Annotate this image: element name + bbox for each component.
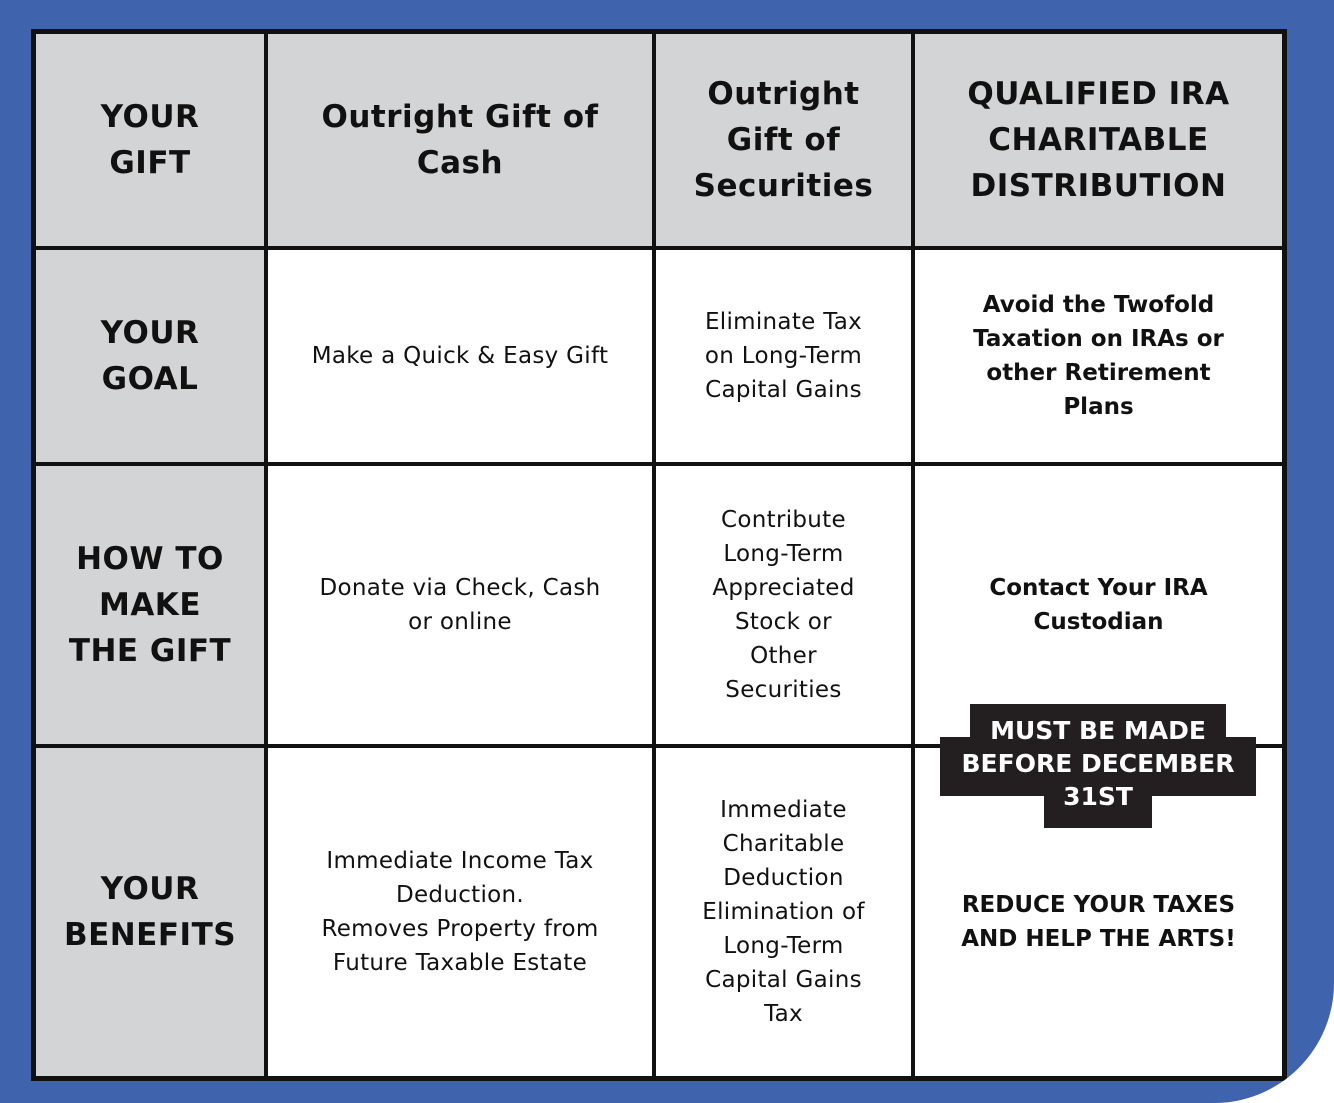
goal-securities-line3: Capital Gains [705, 377, 862, 403]
header-ira [915, 34, 1282, 250]
header-securities-line1: Outright [707, 76, 860, 112]
header-your-gift [36, 34, 268, 250]
benefits-ira-line2: AND HELP THE ARTS! [961, 926, 1236, 952]
header-ira-line3: DISTRIBUTION [970, 168, 1227, 204]
how-securities-line2: Long-Term [723, 541, 844, 567]
goal-ira-line2: Taxation on IRAs or [973, 326, 1224, 352]
goal-ira [915, 250, 1282, 466]
header-securities-line3: Securities [693, 168, 874, 204]
benefits-securities-line4: Elimination of [702, 899, 865, 925]
how-securities-line4: Stock or [735, 609, 832, 635]
benefits-cash-line2: Deduction. [395, 882, 525, 908]
how-cash-line1: Donate via Check, Cash [319, 575, 601, 601]
header-your-gift-line2: GIFT [109, 145, 191, 181]
goal-securities [656, 250, 915, 466]
how-securities-line5: Other [750, 643, 817, 669]
goal-securities-line2: on Long-Term [704, 343, 863, 369]
benefits-cash-line1: Immediate Income Tax [326, 848, 594, 874]
benefits-securities-line7: Tax [764, 1001, 803, 1027]
benefits-cash-line4: Future Taxable Estate [332, 950, 588, 976]
benefits-securities-line2: Charitable [722, 831, 845, 857]
row-label-benefits-line1: YOUR [100, 871, 200, 907]
benefits-ira-line1: REDUCE YOUR TAXES [961, 892, 1236, 918]
banner-line1: MUST BE MADE [990, 716, 1206, 745]
benefits-securities-line3: Deduction [723, 865, 844, 891]
how-securities-line1: Contribute [721, 507, 846, 533]
row-label-benefits [36, 748, 268, 1076]
header-cash [268, 34, 656, 250]
how-ira-line2: Custodian [1033, 609, 1164, 635]
how-ira-line1: Contact Your IRA [989, 575, 1208, 601]
how-cash-line2: or online [408, 609, 512, 635]
header-ira-line1: QUALIFIED IRA [967, 76, 1230, 112]
benefits-securities-line6: Capital Gains [705, 967, 862, 993]
goal-ira-line4: Plans [1063, 394, 1134, 420]
benefits-securities-line1: Immediate [720, 797, 847, 823]
deadline-banner [940, 704, 1256, 828]
header-securities-line2: Gift of [726, 122, 841, 158]
how-securities [656, 466, 915, 748]
row-label-how-line3: THE GIFT [68, 633, 232, 669]
row-label-how-line1: HOW TO [76, 541, 224, 577]
banner-line2: BEFORE DECEMBER [961, 749, 1235, 778]
benefits-securities [656, 748, 915, 1076]
how-securities-line3: Appreciated [712, 575, 855, 601]
header-cash-line2: Cash [416, 145, 504, 181]
banner-line3: 31ST [1063, 782, 1133, 811]
goal-ira-line1: Avoid the Twofold [982, 292, 1215, 318]
row-label-goal-line1: YOUR [100, 315, 200, 351]
benefits-cash [268, 748, 656, 1076]
gift-comparison-table [31, 29, 1287, 1081]
how-cash [268, 466, 656, 748]
row-label-goal [36, 250, 268, 466]
benefits-cash-line3: Removes Property from [321, 916, 599, 942]
goal-securities-line1: Eliminate Tax [704, 309, 863, 335]
row-label-how-line2: MAKE [98, 587, 202, 623]
header-your-gift-line1: YOUR [100, 99, 200, 135]
header-securities [656, 34, 915, 250]
goal-ira-line3: other Retirement [986, 360, 1211, 386]
goal-cash-line1: Make a Quick & Easy Gift [311, 343, 609, 369]
row-label-how [36, 466, 268, 748]
row-label-benefits-line2: BENEFITS [63, 917, 237, 953]
header-cash-line1: Outright Gift of [321, 99, 599, 135]
benefits-securities-line5: Long-Term [723, 933, 844, 959]
how-securities-line6: Securities [725, 677, 842, 703]
row-label-goal-line2: GOAL [101, 361, 199, 397]
deadline-banner-text [940, 714, 1256, 813]
header-ira-line2: CHARITABLE [988, 122, 1209, 158]
goal-cash [268, 250, 656, 466]
